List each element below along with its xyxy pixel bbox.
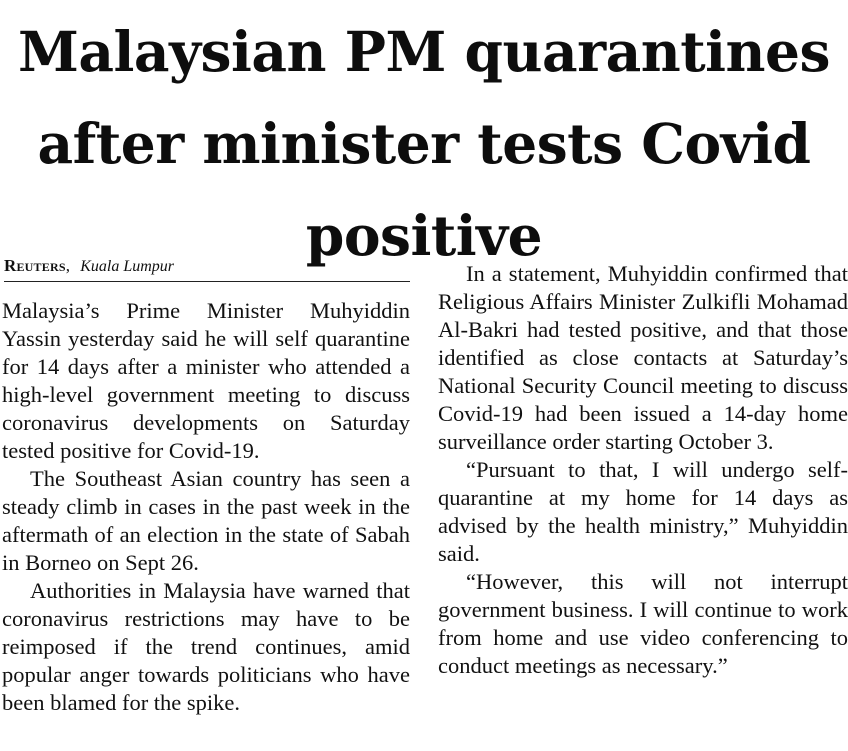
paragraph: In a statement, Muhyiddin confirmed that Religious Affairs Minister Zulkifli Mohamad Al-Bakri had tested positive, and that those identified as close contacts at Saturday’s National Security Council meeting to discuss Covid-19 had been issued a 14-day home surveillance order starting October 3.	[438, 261, 848, 454]
byline	[4, 252, 410, 282]
byline-location: Kuala Lumpur	[80, 258, 174, 275]
article-headline: Malaysian PM quarantines after minister tests Covid positive	[18, 19, 830, 268]
article-column-left	[2, 297, 410, 717]
byline-agency: Reuters	[4, 256, 66, 275]
paragraph: Malaysia’s Prime Minister Muhyiddin Yassin yesterday said he will self quarantine for 14 days after a minister who attended a high-level government meeting to discuss coronavirus developments on Saturday tested positive for Covid-19.	[2, 298, 410, 463]
byline-separator: ,	[65, 256, 70, 275]
paragraph: The Southeast Asian country has seen a steady climb in cases in the past week in the aftermath of an election in the state of Sabah in Borneo on Sept 26.	[2, 466, 410, 575]
paragraph: “Pursuant to that, I will undergo self-quarantine at my home for 14 days as advised by the health ministry,” Muhyiddin said.	[438, 457, 848, 566]
article-column-right	[438, 260, 848, 680]
paragraph: Authorities in Malaysia have warned that coronavirus restrictions may have to be reimposed if the trend continues, amid popular anger towards politicians who have been blamed for the spike.	[2, 578, 410, 715]
paragraph: “However, this will not interrupt government business. I will continue to work from home and use video conferencing to conduct meetings as necessary.”	[438, 569, 848, 678]
